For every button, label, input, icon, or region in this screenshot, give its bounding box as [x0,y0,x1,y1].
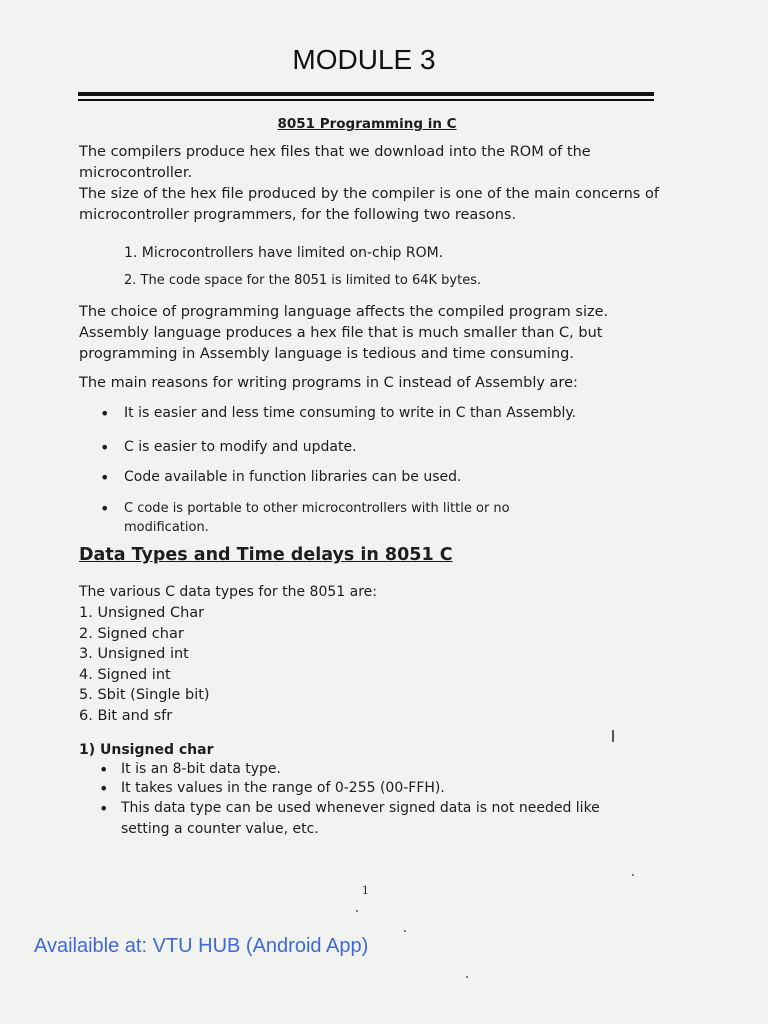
list-item: • It is an 8-bit data type. [99,760,659,779]
scan-mark [632,874,634,876]
unsigned-char-list [99,760,659,840]
choice-paragraph: The choice of programming language affects the compiled program size. Assembly language produces a hex file that is much smaller than C, but programming in Assembly language is tedious and time consuming. [79,304,609,362]
unsigned-char-heading: 1) Unsigned char [79,742,214,758]
data-types-list [79,603,210,726]
scan-mark [356,910,358,912]
intro-paragraph-1: The compilers produce hex files that we download into the ROM of the microcontroller. [79,144,591,181]
list-item: • It is easier and less time consuming to write in C than Assembly. [100,404,644,423]
list-item: • C code is portable to other microcontrollers with little or no modification. [100,499,594,537]
header-rule-thin [78,99,654,101]
module-title: MODULE 3 [292,44,436,75]
list-item: • It takes values in the range of 0-255 (00-FFH). [99,779,659,798]
list-item: 5. Sbit (Single bit) [79,687,210,703]
list-item: • C is easier to modify and update. [100,438,644,457]
scan-mark [612,730,614,742]
scan-mark [404,930,406,932]
list-item: 3. Unsigned int [79,646,189,662]
header-rule-thick [78,92,654,96]
list-item: 2. Signed char [79,625,184,642]
page-number: 1 [362,882,369,897]
reason-item-1: 1. Microcontrollers have limited on-chip ROM. [124,245,444,261]
list-item: 6. Bit and sfr [79,707,173,724]
list-item: • This data type can be used whenever signed data is not needed like setting a counter value, etc. [99,798,641,840]
intro-paragraph-2: The size of the hex file produced by the compiler is one of the main concerns of microcontroller programmers, for the following two reasons. [79,186,659,223]
reason-item-2: 2. The code space for the 8051 is limited to 64K bytes. [124,273,482,288]
list-item: 4. Signed int [79,666,171,683]
data-types-intro: The various C data types for the 8051 are: [79,584,377,600]
main-reasons-intro: The main reasons for writing programs in C instead of Assembly are: [79,375,578,391]
list-item: 1. Unsigned Char [79,605,205,621]
footer-availability-note: Availaible at: VTU HUB (Android App) [34,935,369,957]
data-types-heading: Data Types and Time delays in 8051 C [79,545,453,565]
scan-mark [466,976,468,978]
list-item: • Code available in function libraries can be used. [100,468,644,487]
section-subtitle: 8051 Programming in C [277,116,457,132]
